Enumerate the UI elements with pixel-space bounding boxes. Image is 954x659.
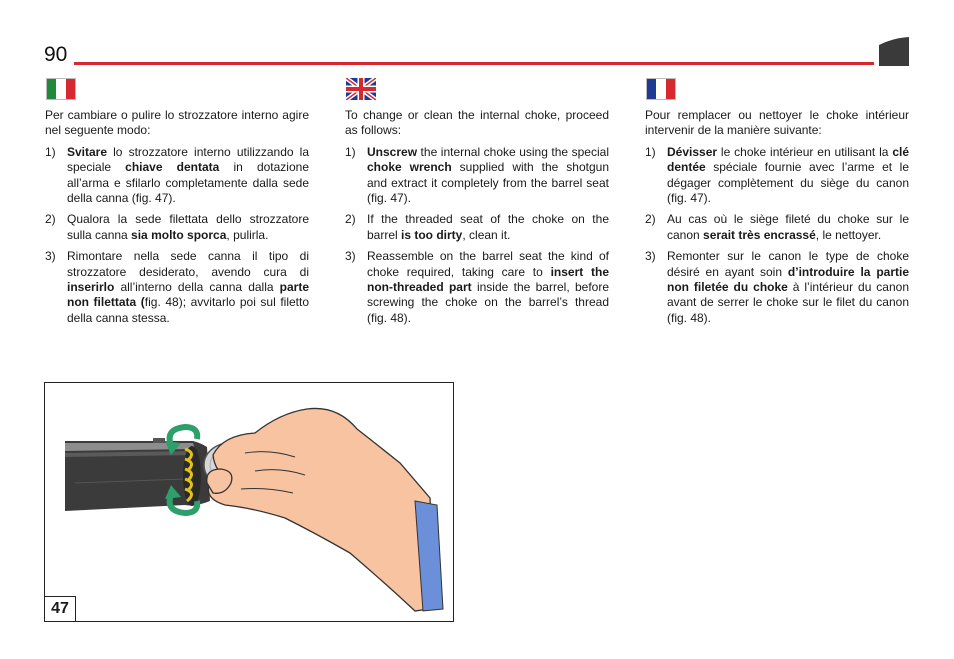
english-step-2: 2) If the threaded seat of the choke on the barrel is too dirty, clean it. — [345, 212, 609, 242]
bold-text: d’introduire la partie non filetée du choke — [667, 264, 909, 295]
figure-number: 47 — [45, 596, 76, 621]
text-run: Qualora la sede filettata dello strozzatore sulla canna — [67, 212, 309, 242]
text-run: à l’intérieur du canon avant de serrer le choke sur le filet du canon (fig. 48). — [667, 280, 910, 325]
flag-france-icon — [646, 78, 676, 100]
bold-text: is too dirty — [401, 227, 463, 242]
flag-italy-icon — [46, 78, 76, 100]
dark-corner-tab-icon — [879, 37, 909, 66]
italian-step-2: 2) Qualora la sede filettata dello strozzatore sulla canna sia molto sporca, pulirla. — [45, 212, 309, 242]
italian-step-1: 1) Svitare lo strozzatore interno utilizzando la speciale chiave dentata in dotazione all’arma e sfilarlo completamente dalla sede della canna (fig. 47). — [45, 144, 309, 206]
english-step-1: 1) Unscrew the internal choke using the special choke wrench supplied with the shotgun and extract it completely from the barrel seat (fig. 47). — [345, 144, 609, 206]
bold-text: choke wrench — [367, 160, 452, 175]
bold-text: Unscrew — [367, 144, 418, 159]
hand-illustration — [207, 408, 435, 611]
text-run: Remonter sur le canon le type de choke désiré en ayant soin — [667, 249, 909, 279]
text-run: le choke intérieur en utilisant la — [717, 144, 893, 159]
bold-text: Svitare — [67, 144, 108, 159]
bold-text: Dévisser — [667, 144, 718, 159]
text-run: Reassemble on the barrel seat the kind of choke required, taking care to — [367, 249, 609, 279]
italian-intro: Per cambiare o pulire lo strozzatore interno agire nel seguente modo: — [45, 108, 309, 138]
bold-text: clé dentée — [667, 144, 909, 175]
text-run: , pulirla. — [226, 227, 269, 242]
text-run: Au cas où le siège fileté du choke sur le canon — [667, 212, 909, 242]
text-run: If the threaded seat of the choke on the barrel — [367, 212, 609, 242]
choke-wrench-illustration — [45, 383, 453, 621]
french-step-2: 2) Au cas où le siège fileté du choke sur le canon serait très encrassé, le nettoyer. — [645, 212, 909, 242]
header-red-rule — [74, 62, 874, 65]
flag-uk-icon — [346, 78, 376, 100]
text-run: , clean it. — [462, 227, 511, 242]
bold-text: serait très encrassé — [703, 227, 816, 242]
text-run: Rimontare nella sede canna il tipo di strozzatore desiderato, avendo cura di — [67, 249, 309, 279]
page-number: 90 — [44, 43, 68, 66]
italian-column — [45, 108, 309, 332]
text-run: lo strozzatore interno utilizzando la speciale — [67, 144, 309, 175]
text-run: in dotazione all’arma e sfilarlo completamente dalla sede della canna (fig. 47). — [67, 160, 309, 206]
bold-text: chiave dentata — [125, 160, 220, 175]
text-run: supplied with the shotgun and extract it completely from the barrel seat (fig. 47). — [367, 160, 609, 206]
french-step-1: 1) Dévisser le choke intérieur en utilisant la clé dentée spéciale fournie avec l’arme et le dégager complètement du siège du canon (fig. 47). — [645, 144, 909, 206]
french-intro: Pour remplacer ou nettoyer le choke intérieur intervenir de la manière suivante: — [645, 108, 909, 138]
english-intro: To change or clean the internal choke, proceed as follows: — [345, 108, 609, 138]
bold-text: inserirlo — [67, 280, 115, 295]
italian-step-3: 3) Rimontare nella sede canna il tipo di strozzatore desiderato, avendo cura di inserirlo all’interno della canna dalla parte non filettata (fig. 48); avvitarlo poi sul filetto della canna stessa. — [45, 249, 310, 325]
english-step-3: 3) Reassemble on the barrel seat the kind of choke required, taking care to insert the non-threaded part inside the barrel, before screwing the choke on the barrel’s thread (fig. 48). — [345, 249, 609, 325]
figure-47 — [44, 382, 454, 622]
text-run: fig. 48); avvitarlo poi sul filetto della canna stessa. — [67, 295, 310, 325]
text-run: the internal choke using the special — [417, 144, 609, 159]
bold-text: sia molto sporca — [131, 227, 227, 242]
text-run: all’interno della canna dalla — [114, 280, 280, 295]
bold-text: insert the non-threaded part — [367, 264, 609, 295]
text-run: spéciale fournie avec l’arme et le dégager complètement du siège du canon (fig. 47). — [667, 160, 909, 206]
text-run: , le nettoyer. — [815, 227, 882, 242]
english-column — [345, 108, 609, 332]
french-step-3: 3) Remonter sur le canon le type de choke désiré en ayant soin d’introduire la partie non filetée du choke à l’intérieur du canon avant de serrer le choke sur le filet du canon (fig. 48). — [645, 249, 910, 325]
bold-text: parte non filettata ( — [67, 280, 309, 310]
choke-thread-illustration — [183, 446, 201, 506]
french-column — [645, 108, 909, 332]
text-run: inside the barrel, before screwing the choke on the barrel’s thread (fig. 48). — [367, 280, 609, 325]
